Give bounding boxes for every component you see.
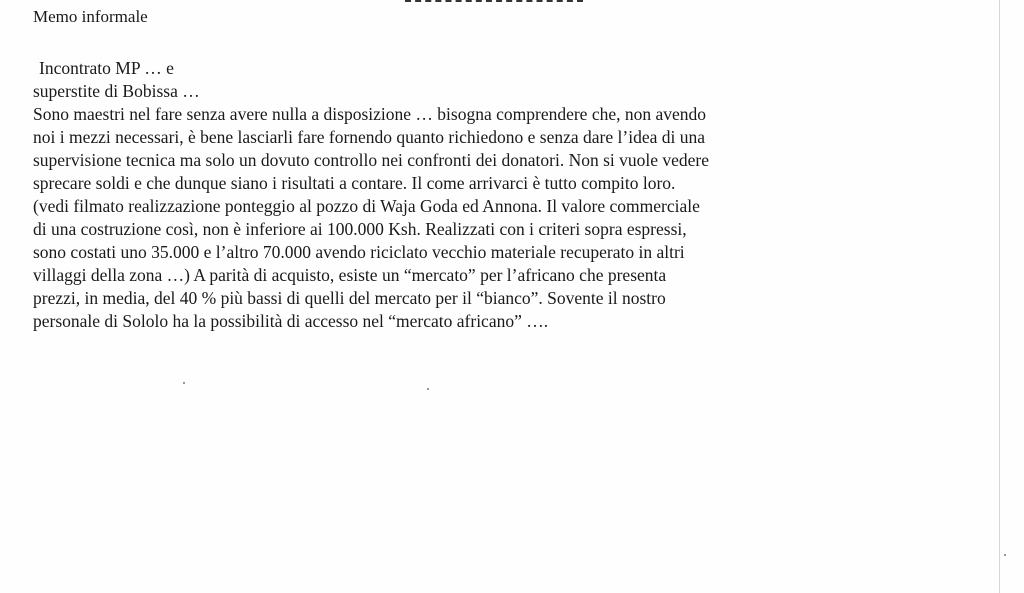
body-line-7: sono costati uno 35.000 e l’altro 70.000 avendo riciclato vecchio materiale recuperato in altri [33, 242, 685, 262]
top-dashed-rule [405, 0, 583, 2]
heading-line-1: Incontrato MP … e [39, 58, 174, 78]
scan-speck [1004, 554, 1006, 556]
page-right-edge [999, 0, 1000, 593]
body-line-8: villaggi della zona …) A parità di acquisto, esiste un “mercato” per l’africano che presenta [33, 265, 667, 285]
heading-line-2: superstite di Bobissa … [33, 81, 200, 101]
scan-speck [427, 388, 429, 390]
body-line-2: noi i mezzi necessari, è bene lasciarli fare fornendo quanto richiedono e senza dare l’idea di una [33, 127, 705, 147]
body-line-6: di una costruzione così, non è inferiore ai 100.000 Ksh. Realizzati con i criteri sopra espressi, [33, 219, 687, 239]
body-line-4: sprecare soldi e che dunque siano i risultati a contare. Il come arrivarci è tutto compito loro. [33, 173, 676, 193]
scan-speck [183, 382, 185, 384]
body-line-1: Sono maestri nel fare senza avere nulla a disposizione … bisogna comprendere che, non avendo [33, 104, 707, 124]
body-line-5: (vedi filmato realizzazione ponteggio al pozzo di Waja Goda ed Annona. Il valore commerciale [33, 196, 700, 216]
body-line-3: supervisione tecnica ma solo un dovuto controllo nei confronti dei donatori. Non si vuole vedere [33, 150, 710, 170]
body-line-10: personale di Sololo ha la possibilità di accesso nel “mercato africano” …. [33, 311, 549, 331]
body-line-9: prezzi, in media, del 40 % più bassi di quelli del mercato per il “bianco”. Sovente il nostro [33, 288, 666, 308]
memo-title: Memo informale [33, 7, 148, 26]
